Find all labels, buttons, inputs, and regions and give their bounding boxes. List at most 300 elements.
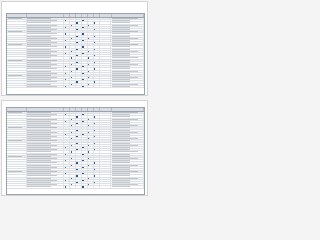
table-cell <box>27 151 64 152</box>
table-cell <box>7 138 27 139</box>
cell-marker-icon <box>65 134 66 135</box>
table-cell <box>27 57 64 58</box>
cell-marker-icon <box>94 42 95 43</box>
table-cell <box>100 84 112 85</box>
cell-marker-icon <box>71 51 72 52</box>
cell-marker-icon <box>76 182 77 183</box>
table-cell <box>7 116 27 117</box>
illegible-text-placeholder <box>27 79 51 80</box>
illegible-text-placeholder <box>27 165 51 166</box>
table-cell <box>100 81 112 82</box>
table-cell <box>27 186 64 187</box>
table-cell <box>100 175 112 176</box>
table-cell <box>7 77 27 78</box>
illegible-text-placeholder <box>27 81 57 82</box>
illegible-text-placeholder <box>27 64 57 65</box>
table-cell <box>100 55 112 56</box>
illegible-text-placeholder <box>27 136 57 137</box>
table-cell <box>27 40 64 41</box>
table-cell <box>27 86 64 87</box>
cell-marker-icon <box>65 114 66 115</box>
cell-marker-icon <box>76 162 77 163</box>
table-cell <box>7 66 27 67</box>
illegible-text-placeholder <box>8 18 22 19</box>
illegible-text-placeholder <box>112 25 138 26</box>
table-cell <box>111 171 143 172</box>
illegible-text-placeholder <box>27 38 57 39</box>
table-cell <box>27 130 64 131</box>
table-cell <box>100 20 112 21</box>
cell-marker-icon <box>76 36 77 37</box>
table-cell <box>27 84 64 85</box>
illegible-text-placeholder <box>112 46 130 47</box>
illegible-text-placeholder <box>27 77 57 78</box>
illegible-text-placeholder <box>27 125 51 126</box>
cell-marker-icon <box>71 158 72 159</box>
table-cell <box>100 165 112 166</box>
illegible-text-placeholder <box>27 123 57 124</box>
illegible-text-placeholder <box>112 84 138 85</box>
table-cell <box>27 53 64 54</box>
table-cell <box>111 160 143 161</box>
table-cell <box>7 53 27 54</box>
cell-marker-icon <box>82 186 83 187</box>
cell-marker-icon <box>82 27 83 28</box>
illegible-text-placeholder <box>112 145 138 146</box>
illegible-text-placeholder <box>112 51 138 52</box>
illegible-text-placeholder <box>27 138 51 139</box>
cell-marker-icon <box>71 132 72 133</box>
table-cell <box>27 29 64 30</box>
table-cell <box>27 20 64 21</box>
illegible-text-placeholder <box>8 31 22 32</box>
illegible-text-placeholder <box>27 73 57 74</box>
illegible-text-placeholder <box>27 27 51 28</box>
illegible-text-placeholder <box>27 51 57 52</box>
illegible-text-placeholder <box>112 173 130 174</box>
illegible-text-placeholder <box>27 162 57 163</box>
cell-marker-icon <box>65 40 66 41</box>
cell-marker-icon <box>94 136 95 137</box>
table-cell <box>100 51 112 52</box>
illegible-text-placeholder <box>112 169 130 170</box>
table-cell <box>27 134 64 135</box>
table-cell <box>100 112 112 113</box>
table-cell <box>111 29 143 30</box>
table-cell <box>100 36 112 37</box>
illegible-text-placeholder <box>27 184 57 185</box>
illegible-text-placeholder <box>27 84 51 85</box>
table-cell <box>100 27 112 28</box>
column-header <box>112 108 144 111</box>
cell-marker-icon <box>65 86 66 87</box>
table-cell <box>27 66 64 67</box>
cell-marker-icon <box>76 136 77 137</box>
table-cell <box>27 81 64 82</box>
illegible-text-placeholder <box>112 132 138 133</box>
illegible-text-placeholder <box>27 20 57 21</box>
cell-marker-icon <box>76 22 77 23</box>
illegible-text-placeholder <box>27 62 51 63</box>
table-cell <box>111 182 143 183</box>
table-cell <box>27 114 64 115</box>
table-cell <box>100 29 112 30</box>
illegible-text-placeholder <box>112 158 138 159</box>
illegible-text-placeholder <box>112 149 130 150</box>
table-cell <box>7 140 27 141</box>
illegible-text-placeholder <box>112 29 130 30</box>
table-cell <box>111 184 143 185</box>
table-cell <box>7 158 27 159</box>
illegible-text-placeholder <box>27 42 57 43</box>
cell-marker-icon <box>88 151 89 152</box>
cell-marker-icon <box>76 68 77 69</box>
table-cell <box>7 119 27 120</box>
illegible-text-placeholder <box>27 53 51 54</box>
cell-marker-icon <box>82 73 83 74</box>
cell-marker-icon <box>71 178 72 179</box>
table-cell <box>7 36 27 37</box>
table-cell <box>27 27 64 28</box>
cell-marker-icon <box>65 186 66 187</box>
table-cell <box>7 29 27 30</box>
table-cell <box>100 154 112 155</box>
table-cell <box>111 25 143 26</box>
table-cell <box>111 20 143 21</box>
column-header <box>100 108 112 111</box>
table-cell <box>111 156 143 157</box>
illegible-text-placeholder <box>112 186 130 187</box>
table-cell <box>7 27 27 28</box>
illegible-text-placeholder <box>27 57 51 58</box>
illegible-text-placeholder <box>112 62 130 63</box>
cell-marker-icon <box>71 119 72 120</box>
table-row <box>7 186 144 188</box>
illegible-text-placeholder <box>112 49 130 50</box>
illegible-text-placeholder <box>27 36 51 37</box>
illegible-text-placeholder <box>27 134 51 135</box>
table-cell <box>100 151 112 152</box>
table-cell <box>7 86 27 87</box>
table-cell <box>27 49 64 50</box>
table-cell <box>27 38 64 39</box>
table-cell <box>27 62 64 63</box>
cell-marker-icon <box>88 51 89 52</box>
table-cell <box>111 180 143 181</box>
table-cell <box>27 64 64 65</box>
cell-marker-icon <box>65 27 66 28</box>
cell-marker-icon <box>82 33 83 34</box>
table-cell <box>7 33 27 34</box>
illegible-text-placeholder <box>112 22 130 23</box>
illegible-text-placeholder <box>112 171 138 172</box>
table-cell <box>111 71 143 72</box>
table-cell <box>100 171 112 172</box>
cell-marker-icon <box>76 130 77 131</box>
table-cell <box>100 64 112 65</box>
table-cell <box>111 51 143 52</box>
cell-marker-icon <box>94 81 95 82</box>
table-cell <box>27 154 64 155</box>
cell-marker-icon <box>88 64 89 65</box>
table-cell <box>100 167 112 168</box>
table-cell <box>27 44 64 45</box>
illegible-text-placeholder <box>27 44 51 45</box>
table-cell <box>111 75 143 76</box>
table-cell <box>7 165 27 166</box>
table-cell <box>7 121 27 122</box>
table-cell <box>27 158 64 159</box>
illegible-text-placeholder <box>27 186 51 187</box>
cell-marker-icon <box>94 123 95 124</box>
cell-marker-icon <box>76 55 77 56</box>
illegible-text-placeholder <box>27 180 57 181</box>
table-cell <box>100 73 112 74</box>
table-cell <box>100 68 112 69</box>
table-cell <box>27 51 64 52</box>
table-cell <box>111 169 143 170</box>
table-cell <box>7 64 27 65</box>
cell-marker-icon <box>82 134 83 135</box>
cell-marker-icon <box>71 184 72 185</box>
column-header <box>100 14 112 17</box>
table-cell <box>7 60 27 61</box>
table-cell <box>27 136 64 137</box>
cell-marker-icon <box>65 180 66 181</box>
table-cell <box>7 18 27 19</box>
table-cell <box>111 136 143 137</box>
table-cell <box>27 119 64 120</box>
illegible-text-placeholder <box>27 145 57 146</box>
table-cell <box>7 173 27 174</box>
table-cell <box>27 36 64 37</box>
table-cell <box>27 77 64 78</box>
cell-marker-icon <box>94 182 95 183</box>
illegible-text-placeholder <box>27 182 51 183</box>
cell-marker-icon <box>88 145 89 146</box>
table-cell <box>111 53 143 54</box>
illegible-text-placeholder <box>112 123 130 124</box>
table-cell <box>111 33 143 34</box>
cell-marker-icon <box>94 130 95 131</box>
illegible-text-placeholder <box>8 112 22 113</box>
illegible-text-placeholder <box>27 40 51 41</box>
illegible-text-placeholder <box>112 143 130 144</box>
table-cell <box>111 62 143 63</box>
table-cell <box>100 46 112 47</box>
column-header <box>7 108 27 111</box>
illegible-text-placeholder <box>27 149 57 150</box>
illegible-text-placeholder <box>27 18 51 19</box>
table-cell <box>27 75 64 76</box>
table-cell <box>100 38 112 39</box>
illegible-text-placeholder <box>112 162 130 163</box>
table-cell <box>111 114 143 115</box>
illegible-text-placeholder <box>112 112 138 113</box>
table-cell <box>7 71 27 72</box>
cell-marker-icon <box>82 173 83 174</box>
table-cell <box>100 25 112 26</box>
table-cell <box>111 44 143 45</box>
cell-marker-icon <box>71 125 72 126</box>
illegible-text-placeholder <box>112 151 138 152</box>
table-cell <box>7 127 27 128</box>
illegible-text-placeholder <box>27 22 51 23</box>
table-cell <box>7 156 27 157</box>
table-cell <box>111 143 143 144</box>
illegible-text-placeholder <box>27 112 51 113</box>
cell-marker-icon <box>88 77 89 78</box>
cell-marker-icon <box>71 77 72 78</box>
cell-marker-icon <box>88 71 89 72</box>
illegible-text-placeholder <box>27 158 57 159</box>
table-cell <box>7 154 27 155</box>
table-cell <box>111 140 143 141</box>
table-cell <box>7 178 27 179</box>
illegible-text-placeholder <box>112 73 130 74</box>
illegible-text-placeholder <box>112 182 130 183</box>
cell-marker-icon <box>71 138 72 139</box>
illegible-text-placeholder <box>8 140 22 141</box>
table-cell <box>100 127 112 128</box>
cell-marker-icon <box>71 57 72 58</box>
table-cell <box>27 138 64 139</box>
illegible-text-placeholder <box>112 180 130 181</box>
table-cell <box>27 22 64 23</box>
cell-marker-icon <box>82 66 83 67</box>
table-cell <box>7 79 27 80</box>
illegible-text-placeholder <box>112 36 130 37</box>
table-cell <box>7 49 27 50</box>
table-cell <box>27 184 64 185</box>
table-cell <box>7 40 27 41</box>
table-cell <box>111 125 143 126</box>
illegible-text-placeholder <box>112 167 130 168</box>
illegible-text-placeholder <box>27 71 51 72</box>
table-cell <box>111 77 143 78</box>
cell-marker-icon <box>76 116 77 117</box>
table-cell <box>27 121 64 122</box>
cell-marker-icon <box>65 173 66 174</box>
table-cell <box>7 123 27 124</box>
illegible-text-placeholder <box>112 77 138 78</box>
table-cell <box>7 145 27 146</box>
sheet-1 <box>1 1 148 96</box>
illegible-text-placeholder <box>8 44 22 45</box>
table-cell <box>7 46 27 47</box>
illegible-text-placeholder <box>27 151 51 152</box>
table-cell <box>100 79 112 80</box>
table-cell <box>27 171 64 172</box>
illegible-text-placeholder <box>112 57 138 58</box>
cell-marker-icon <box>88 178 89 179</box>
cell-marker-icon <box>88 119 89 120</box>
illegible-text-placeholder <box>27 116 51 117</box>
illegible-text-placeholder <box>112 75 130 76</box>
table-row <box>7 86 144 88</box>
table-cell <box>100 75 112 76</box>
cell-marker-icon <box>82 121 83 122</box>
table-cell <box>27 167 64 168</box>
table-cell <box>111 57 143 58</box>
table-cell <box>7 130 27 131</box>
table-cell <box>7 136 27 137</box>
table-cell <box>7 22 27 23</box>
column-header <box>7 14 27 17</box>
illegible-text-placeholder <box>27 143 51 144</box>
table-cell <box>111 64 143 65</box>
cell-marker-icon <box>82 154 83 155</box>
illegible-text-placeholder <box>112 175 130 176</box>
table-cell <box>111 31 143 32</box>
sheet-2-table <box>6 107 145 195</box>
table-cell <box>111 134 143 135</box>
table-cell <box>7 132 27 133</box>
table-cell <box>7 147 27 148</box>
illegible-text-placeholder <box>27 173 51 174</box>
illegible-text-placeholder <box>112 64 138 65</box>
cell-marker-icon <box>94 36 95 37</box>
table-cell <box>7 162 27 163</box>
table-cell <box>111 173 143 174</box>
table-cell <box>27 182 64 183</box>
illegible-text-placeholder <box>27 60 57 61</box>
table-cell <box>27 112 64 113</box>
illegible-text-placeholder <box>112 40 130 41</box>
table-cell <box>100 143 112 144</box>
cell-marker-icon <box>94 175 95 176</box>
table-cell <box>100 33 112 34</box>
table-cell <box>7 44 27 45</box>
table-cell <box>111 81 143 82</box>
illegible-text-placeholder <box>112 38 138 39</box>
sheet-1-table-body <box>7 18 144 88</box>
illegible-text-placeholder <box>27 49 51 50</box>
table-cell <box>100 140 112 141</box>
illegible-text-placeholder <box>27 130 51 131</box>
table-cell <box>27 31 64 32</box>
table-cell <box>100 125 112 126</box>
table-cell <box>100 119 112 120</box>
cell-marker-icon <box>88 38 89 39</box>
table-cell <box>111 49 143 50</box>
cell-marker-icon <box>76 169 77 170</box>
sheet-1-table <box>6 13 145 95</box>
table-cell <box>111 42 143 43</box>
cell-marker-icon <box>94 22 95 23</box>
illegible-text-placeholder <box>27 169 51 170</box>
illegible-text-placeholder <box>112 44 138 45</box>
cell-marker-icon <box>65 79 66 80</box>
cell-marker-icon <box>88 165 89 166</box>
cell-marker-icon <box>94 55 95 56</box>
table-cell <box>111 121 143 122</box>
illegible-text-placeholder <box>8 171 22 172</box>
cell-marker-icon <box>82 53 83 54</box>
cell-marker-icon <box>65 160 66 161</box>
table-cell <box>111 38 143 39</box>
table-cell <box>100 66 112 67</box>
cell-marker-icon <box>71 84 72 85</box>
illegible-text-placeholder <box>112 86 130 87</box>
cell-marker-icon <box>76 81 77 82</box>
cell-marker-icon <box>65 53 66 54</box>
table-cell <box>111 84 143 85</box>
table-cell <box>100 130 112 131</box>
table-cell <box>111 127 143 128</box>
table-cell <box>7 186 27 187</box>
cell-marker-icon <box>94 68 95 69</box>
